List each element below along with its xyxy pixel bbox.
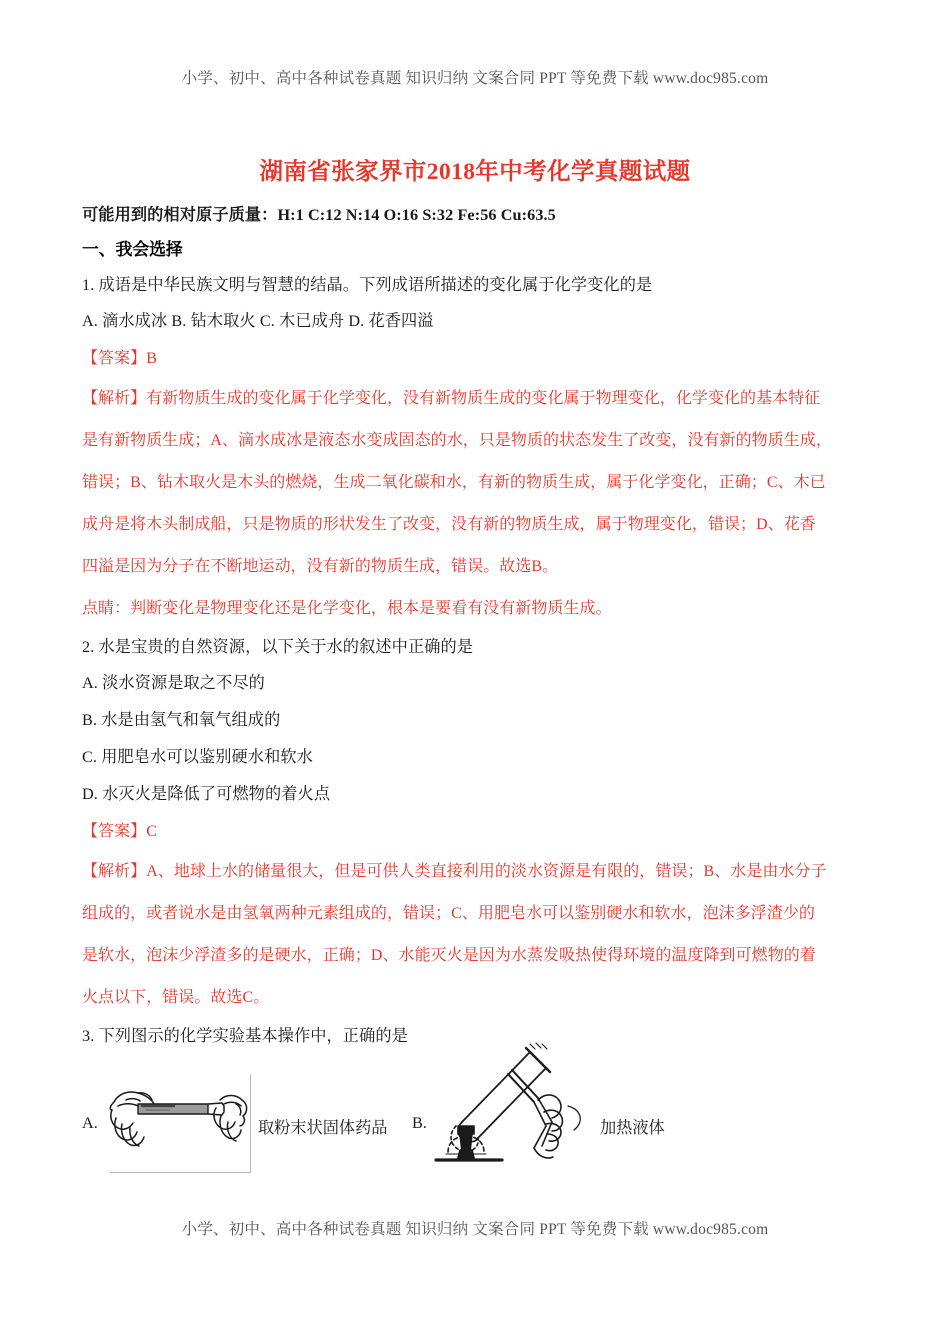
question-2-analysis-line-1: 【解析】A、地球上水的储量很大，但是可供人类直接利用的淡水资源是有限的，错误；B、水是由水分子 [82, 863, 827, 880]
answer-value: C [146, 823, 157, 840]
question-3-number: 3. [82, 1027, 95, 1045]
question-1-analysis-line-4: 成舟是将木头制成船，只是物质的形状发生了改变，没有新的物质生成，属于物理变化，错误；D、花香 [82, 516, 816, 533]
question-2-option-a: A. 淡水资源是取之不尽的 [82, 674, 265, 692]
watermark-header: 小学、初中、高中各种试卷真题 知识归纳 文案合同 PPT 等免费下载 www.doc985.com [181, 70, 769, 87]
question-3-figure-a-caption: 取粉末状固体药品 [258, 1119, 388, 1137]
question-3-figures [82, 1068, 872, 1218]
question-3 [82, 1019, 872, 1218]
atomic-mass-note: 可能用到的相对原子质量：H:1 C:12 N:14 O:16 S:32 Fe:56 Cu:63.5 [82, 206, 556, 224]
answer-value: B [146, 350, 157, 367]
question-2-analysis-line-4: 火点以下，错误。故选C。 [82, 989, 270, 1006]
question-1-stem [82, 268, 872, 303]
question-1 [82, 268, 872, 630]
question-1-analysis-line-3: 错误；B、钻木取火是木头的燃烧，生成二氧化碳和水，有新的物质生成，属于化学变化，正确；C、木已 [82, 474, 826, 491]
question-3-figure-a-label: A. [82, 1114, 98, 1132]
page-title: 湖南省张家界市2018年中考化学真题试题 [259, 159, 691, 185]
answer-label: 【答案】 [82, 350, 147, 367]
hands-holding-test-tube-with-spoon-icon [104, 1070, 254, 1166]
question-2-analysis-line-3: 是软水，泡沫少浮渣多的是硬水，正确；D、水能灭火是因为水蒸发吸热使得环境的温度降到可燃物的着 [82, 947, 816, 964]
question-1-text: 成语是中华民族文明与智慧的结晶。下列成语所描述的变化属于化学变化的是 [98, 276, 653, 294]
question-1-answer [82, 340, 872, 378]
question-1-options: A. 滴水成冰 B. 钻木取火 C. 木已成舟 D. 花香四溢 [82, 312, 434, 330]
question-2-stem [82, 630, 872, 665]
question-2-text: 水是宝贵的自然资源，以下关于水的叙述中正确的是 [98, 638, 474, 656]
watermark-footer: 小学、初中、高中各种试卷真题 知识归纳 文案合同 PPT 等免费下载 www.doc985.com [181, 1221, 769, 1238]
question-3-figure-b-label: B. [412, 1114, 427, 1132]
question-2-analysis-line-2: 组成的，或者说水是由氢氧两种元素组成的，错误；C、用肥皂水可以鉴别硬水和软水，泡沫多浮渣少的 [82, 905, 815, 922]
question-1-number: 1. [82, 276, 95, 294]
section-heading: 一、我会选择 [82, 240, 183, 259]
question-1-analysis-line-5: 四溢是因为分子在不断地运动，没有新的物质生成，错误。故选B。 [82, 558, 559, 575]
question-2-number: 2. [82, 638, 95, 656]
question-3-text: 下列图示的化学实验基本操作中，正确的是 [98, 1027, 408, 1045]
heating-test-tube-over-alcohol-lamp-icon [434, 1030, 614, 1190]
document-body [82, 198, 872, 1218]
answer-label: 【答案】 [82, 823, 147, 840]
question-3-figure-b-caption: 加热液体 [600, 1119, 665, 1137]
question-2-option-b: B. 水是由氢气和氧气组成的 [82, 711, 281, 729]
question-2-option-d: D. 水灭火是降低了可燃物的着火点 [82, 785, 331, 803]
question-2-answer [82, 813, 872, 851]
question-2 [82, 630, 872, 1019]
question-2-option-c: C. 用肥皂水可以鉴别硬水和软水 [82, 748, 313, 766]
question-1-analysis-line-2: 是有新物质生成；A、滴水成冰是液态水变成固态的水，只是物质的状态发生了改变，没有新的物质生成， [82, 432, 832, 449]
question-1-analysis-line-1: 【解析】有新物质生成的变化属于化学变化，没有新物质生成的变化属于物理变化，化学变化的基本特征 [82, 390, 821, 407]
question-1-hint: 点睛：判断变化是物理变化还是化学变化，根本是要看有没有新物质生成。 [82, 600, 612, 617]
